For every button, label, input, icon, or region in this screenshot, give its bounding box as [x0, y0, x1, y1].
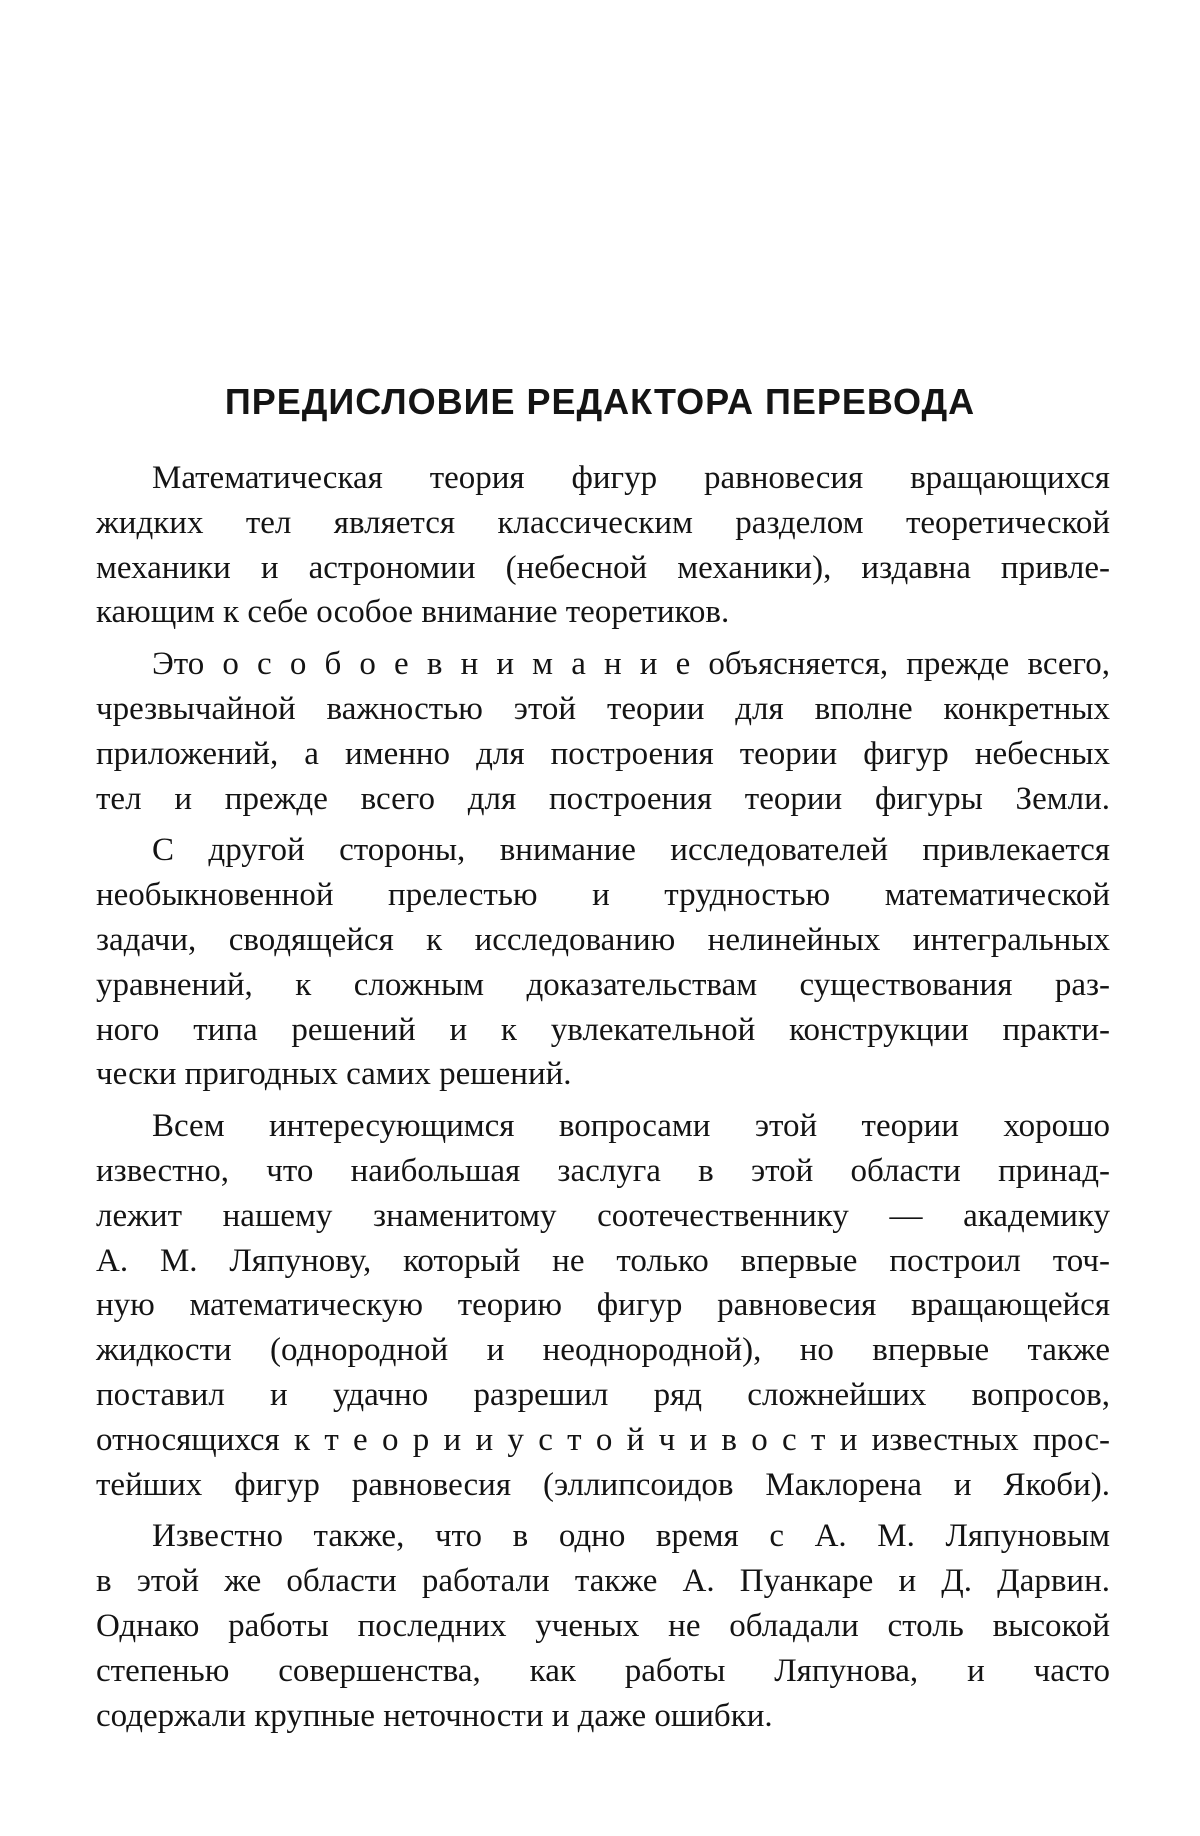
text-line: ную математическую теорию фигур равновесия вращающейся — [96, 1287, 1110, 1324]
text-line: Это о с о б о е в н и м а н и е объясняется, прежде всего, — [152, 646, 1110, 683]
text-line: уравнений, к сложным доказательствам существования раз- — [96, 966, 1110, 1003]
text-line: тейших фигур равновесия (эллипсоидов Маклорена и Якоби). — [96, 1466, 1110, 1503]
text-line: степенью совершенства, как работы Ляпунова, и часто — [96, 1652, 1110, 1689]
preface-body — [96, 456, 1110, 1745]
paragraph-3 — [96, 828, 1110, 1097]
text-line: известно, что наибольшая заслуга в этой области принад- — [96, 1152, 1110, 1189]
paragraph-4 — [96, 1104, 1110, 1507]
paragraph-2 — [96, 642, 1110, 821]
text-line: С другой стороны, внимание исследователей привлекается — [152, 832, 1110, 869]
text-line: тел и прежде всего для построения теории фигуры Земли. — [96, 780, 1110, 817]
text-line: задачи, сводящейся к исследованию нелинейных интегральных — [96, 921, 1110, 958]
text-line: в этой же области работали также А. Пуанкаре и Д. Дарвин. — [96, 1563, 1110, 1600]
text-line: Однако работы последних ученых не обладали столь высокой — [96, 1607, 1110, 1644]
text-line: А. М. Ляпунову, который не только впервые построил точ- — [96, 1242, 1110, 1279]
page-title: ПРЕДИСЛОВИЕ РЕДАКТОРА ПЕРЕВОДА — [224, 381, 976, 422]
text-line: чрезвычайной важностью этой теории для вполне конкретных — [96, 690, 1110, 727]
text-line: Всем интересующимся вопросами этой теории хорошо — [152, 1108, 1110, 1145]
text-line: жидкости (однородной и неоднородной), но впервые также — [96, 1332, 1110, 1369]
text-line: чески пригодных самих решений. — [96, 1056, 572, 1093]
text-line: необыкновенной прелестью и трудностью математической — [96, 877, 1110, 914]
text-line: жидких тел является классическим разделом теоретической — [96, 504, 1110, 541]
paragraph-1 — [96, 456, 1110, 635]
text-line: кающим к себе особое внимание теоретиков. — [96, 594, 730, 631]
paragraph-5 — [96, 1514, 1110, 1738]
text-line: приложений, а именно для построения теории фигур небесных — [96, 735, 1110, 772]
text-line: лежит нашему знаменитому соотечественнику — академику — [96, 1197, 1110, 1234]
text-line: поставил и удачно разрешил ряд сложнейших вопросов, — [96, 1376, 1110, 1413]
text-line: механики и астрономии (небесной механики), издавна привле- — [96, 549, 1110, 586]
text-line: ного типа решений и к увлекательной конструкции практи- — [96, 1011, 1110, 1048]
text-line: относящихся к т е о р и и у с т о й ч и в о с т и известных прос- — [96, 1421, 1110, 1458]
text-line: Известно также, что в одно время с А. М. Ляпуновым — [152, 1518, 1110, 1555]
text-line: содержали крупные неточности и даже ошибки. — [96, 1697, 773, 1734]
text-line: Математическая теория фигур равновесия вращающихся — [152, 460, 1110, 496]
